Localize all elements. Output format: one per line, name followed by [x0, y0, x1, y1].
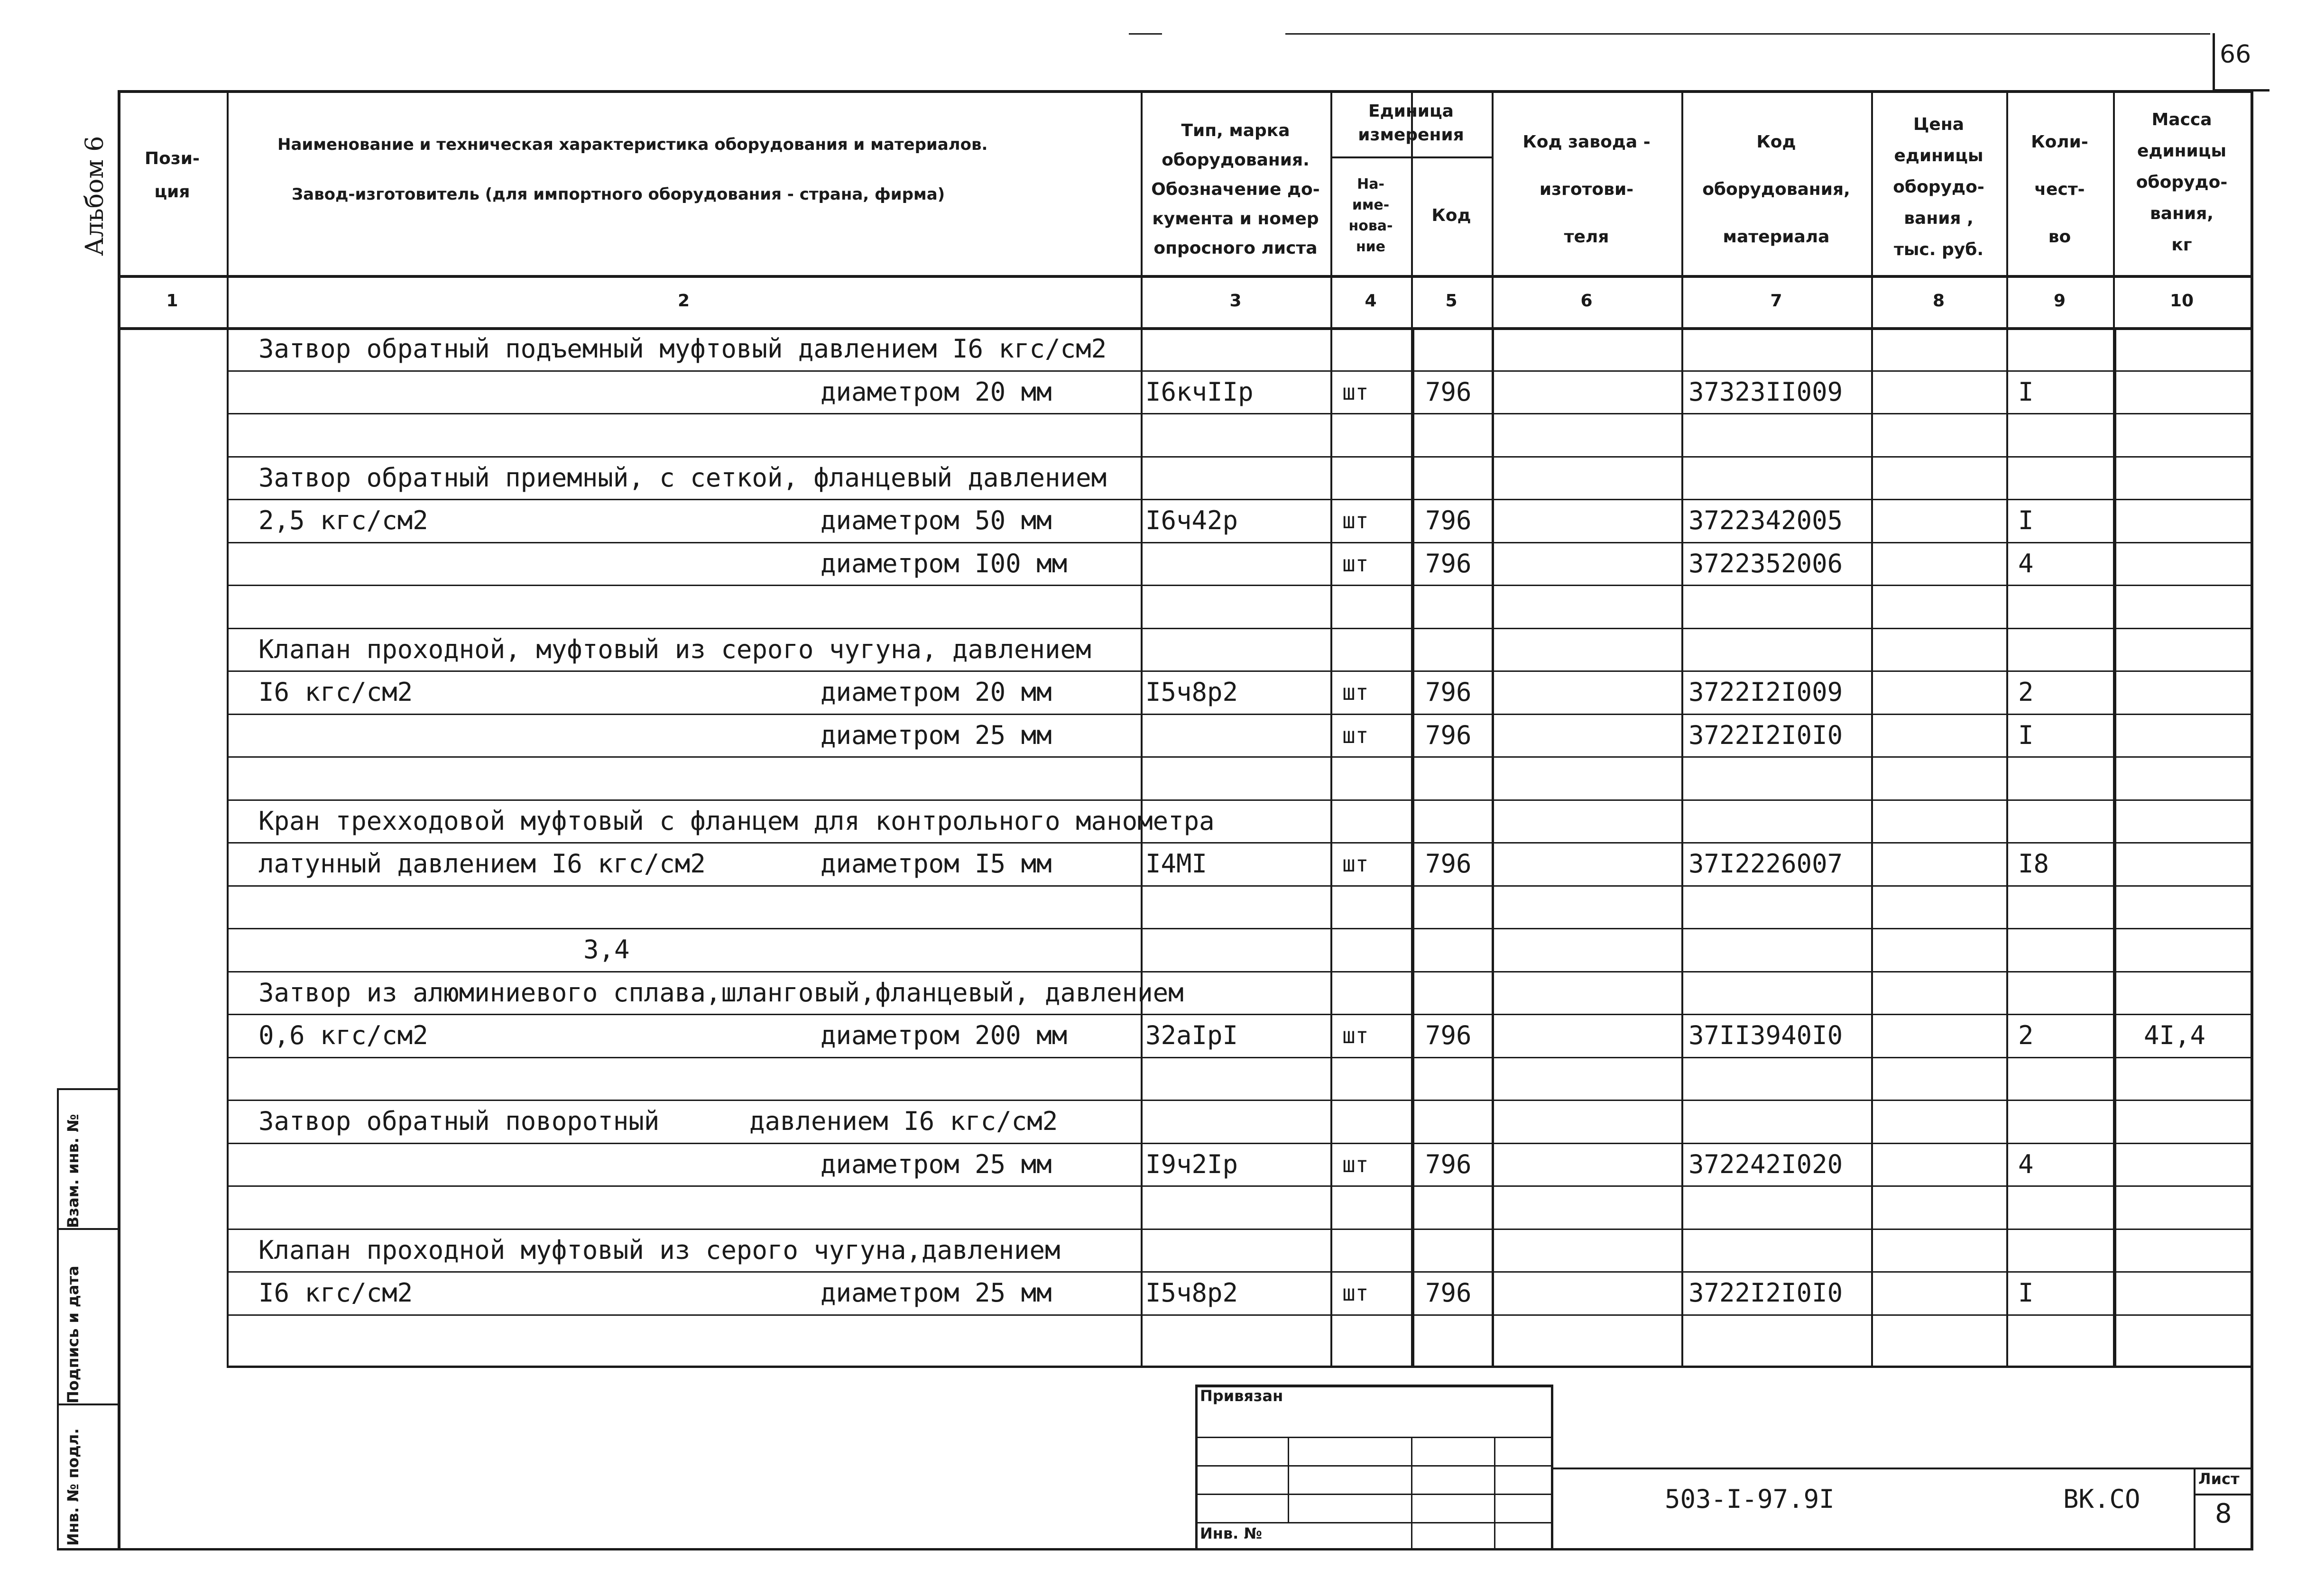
row-type: I5ч8р2	[1145, 1278, 1238, 1308]
row-type: 32аIрI	[1145, 1020, 1238, 1050]
row-equipment-code: 3722I2I009	[1688, 677, 1843, 707]
row-unit-code: 796	[1425, 677, 1472, 707]
header-unit: Единица измерения	[1358, 101, 1464, 145]
row-equipment-code: 372242I020	[1688, 1149, 1843, 1179]
row-equipment-code: 3722I2I0I0	[1688, 720, 1843, 750]
section-code: ВК.СО	[2063, 1484, 2140, 1514]
row-name: 3,4	[583, 935, 630, 964]
row-diameter: диаметром 20 мм	[821, 677, 1052, 707]
row-diameter: диаметром I00 мм	[821, 549, 1068, 578]
row-diameter: диаметром 50 мм	[821, 505, 1052, 535]
row-unit-name: шт	[1342, 851, 1369, 877]
row-type: I4МI	[1145, 849, 1208, 879]
row-unit-code: 796	[1425, 549, 1472, 578]
row-diameter: диаметром 20 мм	[821, 377, 1052, 407]
row-quantity: I	[2018, 720, 2034, 750]
row-unit-code: 796	[1425, 1149, 1472, 1179]
row-name: I6 кгс/см2	[258, 677, 413, 707]
row-equipment-code: 37II3940I0	[1688, 1020, 1843, 1050]
row-diameter: давлением I6 кгс/см2	[749, 1106, 1058, 1136]
row-unit-name: шт	[1342, 379, 1369, 405]
row-diameter: диаметром 25 мм	[821, 1278, 1052, 1308]
row-name: Кран трехходовой муфтовый с фланцем для контрольного манометра	[258, 806, 1215, 836]
row-unit-code: 796	[1425, 1020, 1472, 1050]
header-position: Пози- ция	[145, 149, 200, 202]
header-mass: Масса единицы оборудо- вания, кг	[2136, 110, 2228, 255]
col-number-6: 6	[1580, 291, 1593, 311]
col-number-3: 3	[1229, 291, 1242, 311]
document-code: 503-I-97.9I	[1665, 1484, 1835, 1514]
header-name-line2: Завод-изготовитель (для импортного оборудования - страна, фирма)	[292, 185, 945, 204]
row-name: Затвор обратный подъемный муфтовый давлением I6 кгс/см2	[258, 334, 1107, 364]
col-number-4: 4	[1365, 291, 1377, 311]
col-number-7: 7	[1770, 291, 1782, 311]
row-mass: 4I,4	[2144, 1020, 2206, 1050]
row-diameter: диаметром 200 мм	[821, 1020, 1068, 1050]
row-equipment-code: 37I2226007	[1688, 849, 1843, 879]
col-number-1: 1	[166, 291, 178, 311]
header-price: Цена единицы оборудо- вания , тыс. руб.	[1893, 115, 1984, 259]
row-unit-name: шт	[1342, 679, 1369, 705]
header-unit-name: На- име- нова- ние	[1348, 176, 1393, 255]
col-number-8: 8	[1932, 291, 1945, 311]
page-number: 66	[2220, 40, 2251, 69]
row-quantity: I8	[2018, 849, 2049, 879]
header-type: Тип, марка оборудования. Обозначение до- кумента и номер опросного листа	[1151, 121, 1320, 258]
stamp-privyazan: Привязан	[1200, 1387, 1283, 1405]
row-type: I6ч42р	[1145, 505, 1238, 535]
row-diameter: диаметром 25 мм	[821, 720, 1052, 750]
row-type: I9ч2Iр	[1145, 1149, 1238, 1179]
side-label-podpis: Подпись и дата	[64, 1266, 82, 1403]
sheet-number: 8	[2215, 1498, 2232, 1529]
row-equipment-code: 3722352006	[1688, 549, 1843, 578]
row-quantity: I	[2018, 505, 2034, 535]
row-unit-name: шт	[1342, 508, 1369, 533]
row-unit-name: шт	[1342, 723, 1369, 748]
row-quantity: 2	[2018, 677, 2034, 707]
row-name: Затвор из алюминиевого сплава,шланговый,фланцевый, давлением	[258, 978, 1184, 1008]
row-unit-name: шт	[1342, 1152, 1369, 1177]
row-name: I6 кгс/см2	[258, 1278, 413, 1308]
row-unit-code: 796	[1425, 377, 1472, 407]
header-unit-code: Код	[1431, 206, 1471, 225]
row-name: 0,6 кгс/см2	[258, 1020, 428, 1050]
row-type: I6кчIIр	[1145, 377, 1254, 407]
col-number-5: 5	[1445, 291, 1458, 311]
header-equipment-code: Код оборудования, материала	[1702, 132, 1850, 247]
row-diameter: диаметром I5 мм	[821, 849, 1052, 879]
header-quantity: Коли- чест- во	[2031, 132, 2088, 247]
album-label: Альбом 6	[81, 136, 109, 256]
col-number-2: 2	[677, 291, 690, 311]
row-equipment-code: 3722I2I0I0	[1688, 1278, 1843, 1308]
row-unit-code: 796	[1425, 849, 1472, 879]
row-type: I5ч8р2	[1145, 677, 1238, 707]
row-name: 2,5 кгс/см2	[258, 505, 428, 535]
row-name: Клапан проходной муфтовый из серого чугуна,давлением	[258, 1235, 1061, 1265]
row-quantity: 2	[2018, 1020, 2034, 1050]
row-unit-name: шт	[1342, 551, 1369, 577]
col-number-9: 9	[2053, 291, 2066, 311]
row-equipment-code: 3722342005	[1688, 505, 1843, 535]
stamp-inv-no: Инв. №	[1200, 1524, 1262, 1542]
sheet-label: Лист	[2198, 1470, 2240, 1488]
row-quantity: I	[2018, 377, 2034, 407]
row-unit-name: шт	[1342, 1280, 1369, 1306]
row-unit-code: 796	[1425, 505, 1472, 535]
row-quantity: 4	[2018, 1149, 2034, 1179]
header-name-line1: Наименование и техническая характеристика оборудования и материалов.	[277, 135, 988, 154]
row-diameter: диаметром 25 мм	[821, 1149, 1052, 1179]
row-quantity: 4	[2018, 549, 2034, 578]
header-factory-code: Код завода - изготови- теля	[1522, 132, 1651, 247]
row-name: Затвор обратный поворотный	[258, 1106, 660, 1136]
side-label-vzam: Взам. инв. №	[64, 1114, 82, 1228]
row-quantity: I	[2018, 1278, 2034, 1308]
side-label-inv-podl: Инв. № подл.	[64, 1428, 82, 1546]
row-name: Клапан проходной, муфтовый из серого чугуна, давлением	[258, 634, 1091, 664]
row-unit-code: 796	[1425, 1278, 1472, 1308]
row-equipment-code: 37323II009	[1688, 377, 1843, 407]
row-unit-code: 796	[1425, 720, 1472, 750]
col-number-10: 10	[2169, 291, 2194, 311]
row-name: латунный давлением I6 кгс/см2	[258, 849, 706, 879]
row-unit-name: шт	[1342, 1023, 1369, 1048]
row-name: Затвор обратный приемный, с сеткой, фланцевый давлением	[258, 463, 1107, 493]
